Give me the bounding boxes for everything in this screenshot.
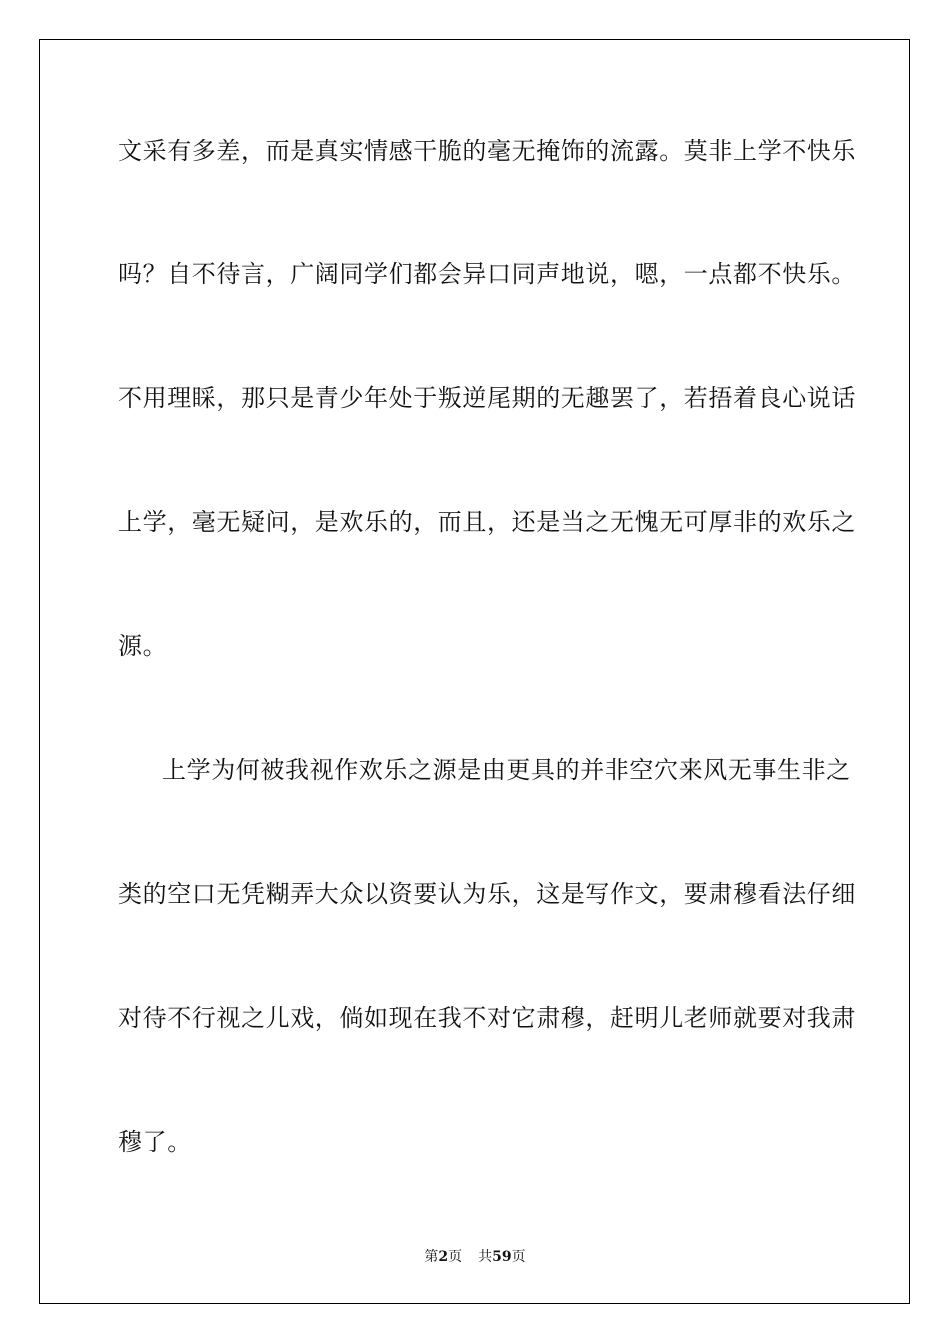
page-prefix: 第: [424, 1249, 439, 1265]
total-prefix: 共: [478, 1249, 493, 1265]
total-pages: 59: [492, 1249, 512, 1265]
text-line-6: 上学为何被我视作欢乐之源是由更具的并非空穴来风无事生非之: [162, 756, 851, 784]
text-line-9: 穆了。: [118, 1128, 192, 1156]
text-line-1: 文采有多差，而是真实情感干脆的毫无掩饰的流露。莫非上学不快乐: [118, 137, 856, 165]
text-line-4: 上学，毫无疑问，是欢乐的，而且，还是当之无愧无可厚非的欢乐之: [118, 508, 856, 536]
text-line-5: 源。: [118, 632, 168, 660]
total-suffix: 页: [511, 1249, 526, 1265]
page-number: 2: [438, 1249, 449, 1265]
text-line-7: 类的空口无凭糊弄大众以资要认为乐，这是写作文，要肃穆看法仔细: [118, 880, 856, 908]
page-suffix: 页: [448, 1249, 463, 1265]
text-line-3: 不用理睬，那只是青少年处于叛逆尾期的无趣罢了，若捂着良心说话: [118, 384, 856, 412]
text-line-2: 吗？自不待言，广阔同学们都会异口同声地说，嗯，一点都不快乐。: [118, 260, 856, 288]
text-line-8: 对待不行视之儿戏，倘如现在我不对它肃穆，赶明儿老师就要对我肃: [118, 1004, 856, 1032]
page-border: [39, 39, 910, 1304]
page-footer: [0, 1248, 950, 1266]
